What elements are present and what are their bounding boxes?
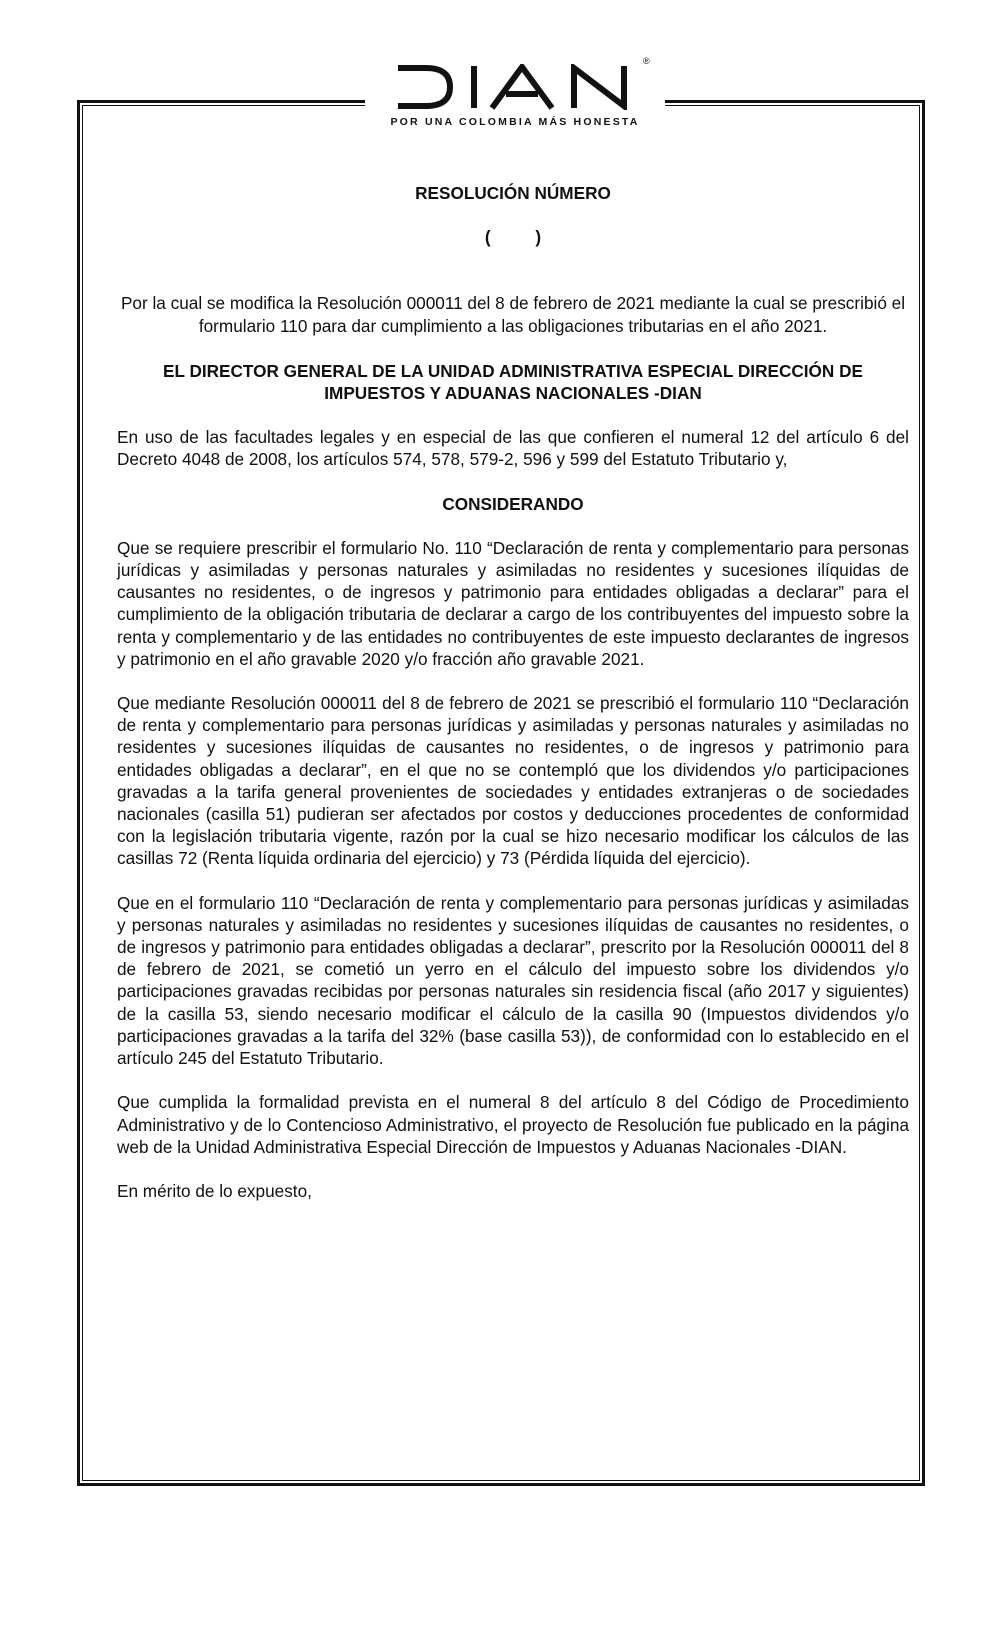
registered-mark: ® [643,56,650,66]
resolution-body [117,182,909,1202]
resolution-subject: Por la cual se modifica la Resolución 000011 del 8 de febrero de 2021 mediante la cual se prescribió el formulario 110 para dar cumplimiento a las obligaciones tributarias en el año 2021. [120,293,906,336]
resolution-title: RESOLUCIÓN NÚMERO [415,183,611,203]
logo-tagline: POR UNA COLOMBIA MÁS HONESTA [390,116,640,128]
resolution-number-placeholder: ( ) [484,227,542,248]
considerando-paragraph: Que mediante Resolución 000011 del 8 de febrero de 2021 se prescribió el formulario 110 “Declaración de renta y complementario para personas jurídicas y asimiladas y personas naturales y asimiladas no residentes y sucesiones ilíquidas de causantes no residentes, o de ingresos y patrimonio para entidades obligadas a declarar”, en el que no se contempló que los dividendos y/o participaciones gravadas a la tarifa general provenientes de sociedades y entidades extranjeras o de sociedades nacionales (casilla 51) pudieran ser afectados por costos y deducciones procedentes de conformidad con la legislación tributaria vigente, razón por la cual se hizo necesario modificar los cálculos de las casillas 72 (Renta líquida ordinaria del ejercicio) y 73 (Pérdida líquida del ejercicio). [117,693,909,869]
dian-logo-wordmark-icon [392,64,638,110]
considerando-paragraph: Que se requiere prescribir el formulario No. 110 “Declaración de renta y complementario para personas jurídicas y asimiladas y personas naturales y asimiladas no residentes y sucesiones ilíquidas de causantes no residentes, o de ingresos y patrimonio para entidades obligadas a declarar” para el cumplimiento de la obligación tributaria de declarar a cargo de los contribuyentes del impuesto sobre la renta y complementario y de las entidades no contribuyentes de este impuesto declarantes de ingresos y patrimonio en el año gravable 2020 y/o fracción año gravable 2021. [117,537,909,669]
considerando-paragraph: Que en el formulario 110 “Declaración de renta y complementario para personas jurídicas y asimiladas y personas naturales y asimiladas no residentes y sucesiones ilíquidas de causantes no residentes, o de ingresos y patrimonio para entidades obligadas a declarar”, prescrito por la Resolución 000011 del 8 de febrero de 2021, se cometió un yerro en el cálculo del impuesto sobre los dividendos y/o participaciones gravadas recibidas por personas naturales sin residencia fiscal (año 2017 y siguientes) de la casilla 53, siendo necesario modificar el cálculo de la casilla 90 (Impuestos dividendos y/o participaciones gravadas a la tarifa del 32% (base casilla 53)), de conformidad con lo establecido en el artículo 245 del Estatuto Tributario. [117,892,909,1069]
considerando-heading: CONSIDERANDO [442,493,584,514]
closing-line: En mérito de lo expuesto, [117,1180,312,1201]
dian-logo [365,52,665,132]
legal-basis-paragraph: En uso de las facultades legales y en especial de las que confieren el numeral 12 del artículo 6 del Decreto 4048 de 2008, los artículos 574, 578, 579-2, 596 y 599 del Estatuto Tributario y, [117,427,909,470]
considerando-paragraph: Que cumplida la formalidad prevista en el numeral 8 del artículo 8 del Código de Procedimiento Administrativo y de lo Contencioso Administrativo, el proyecto de Resolución fue publicado en la página web de la Unidad Administrativa Especial Dirección de Impuestos y Aduanas Nacionales -DIAN. [117,1092,909,1157]
issuing-authority-heading: EL DIRECTOR GENERAL DE LA UNIDAD ADMINISTRATIVA ESPECIAL DIRECCIÓN DE IMPUESTOS Y ADUANAS NACIONALES -DIAN [163,360,863,404]
